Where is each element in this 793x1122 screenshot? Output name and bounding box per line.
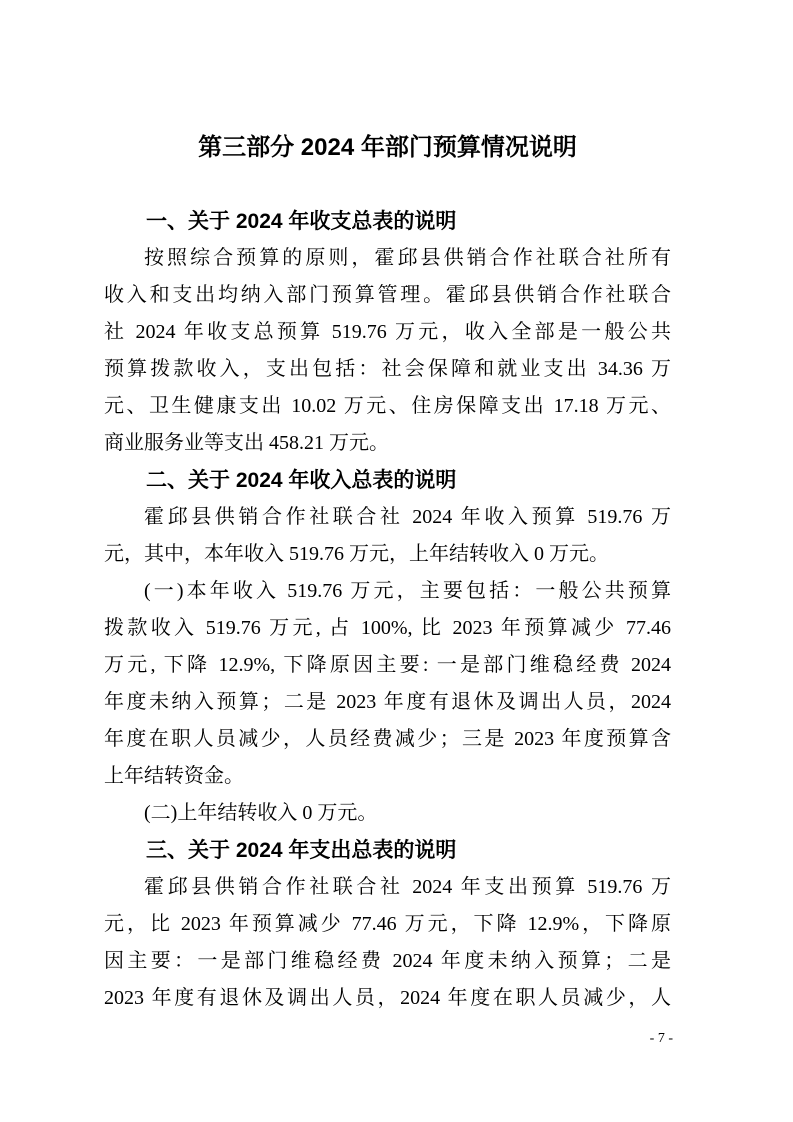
paragraph-line: 元，比 2023 年预算减少 77.46 万元，下降 12.9%，下降原 <box>104 913 671 935</box>
paragraph-line: 拨款收入 519.76 万元, 占 100%, 比 2023 年预算减少 77.46 <box>104 617 671 639</box>
paragraph <box>104 869 671 1017</box>
paragraph <box>104 573 671 795</box>
paragraph-line: 因主要：一是部门维稳经费 2024 年度未纳入预算；二是 <box>104 950 671 972</box>
paragraph-line: 年度未纳入预算；二是 2023 年度有退休及调出人员，2024 <box>104 691 671 713</box>
document-content <box>104 129 671 1017</box>
section-heading: 一、关于 2024 年收支总表的说明 <box>146 210 457 233</box>
paragraph <box>104 240 671 462</box>
paragraph-line: (二)上年结转收入 0 万元。 <box>144 802 378 824</box>
paragraph-line: 上年结转资金。 <box>104 765 244 787</box>
title-spacer <box>104 166 671 203</box>
paragraph-line: 霍邱县供销合作社联合社 2024 年收入预算 519.76 万 <box>144 506 671 528</box>
paragraph-line: 霍邱县供销合作社联合社 2024 年支出预算 519.76 万 <box>144 876 671 898</box>
paragraph-line: 万元, 下降 12.9%, 下降原因主要: 一是部门维稳经费 2024 <box>104 654 671 676</box>
paragraph-line: (一)本年收入 519.76 万元，主要包括：一般公共预算 <box>144 580 671 602</box>
paragraph-line: 社 2024 年收支总预算 519.76 万元，收入全部是一般公共 <box>104 321 671 343</box>
paragraph-line: 元、卫生健康支出 10.02 万元、住房保障支出 17.18 万元、 <box>104 395 671 417</box>
paragraph-line: 收入和支出均纳入部门预算管理。霍邱县供销合作社联合 <box>104 284 671 306</box>
paragraph-line: 按照综合预算的原则，霍邱县供销合作社联合社所有 <box>144 247 671 269</box>
paragraph-line: 2023 年度有退休及调出人员，2024 年度在职人员减少，人 <box>104 987 671 1009</box>
paragraph-line: 元，其中，本年收入 519.76 万元，上年结转收入 0 万元。 <box>104 543 609 565</box>
document-title: 第三部分 2024 年部门预算情况说明 <box>198 134 577 161</box>
paragraph-line: 年度在职人员减少，人员经费减少；三是 2023 年度预算含 <box>104 728 671 750</box>
paragraph-line: 商业服务业等支出 458.21 万元。 <box>104 432 389 454</box>
paragraph-line: 预算拨款收入，支出包括：社会保障和就业支出 34.36 万 <box>104 358 671 380</box>
section-heading: 二、关于 2024 年收入总表的说明 <box>146 469 457 492</box>
section-heading: 三、关于 2024 年支出总表的说明 <box>146 839 457 862</box>
paragraph <box>104 795 671 832</box>
document-body <box>104 203 671 1017</box>
page-number: - 7 - <box>649 1031 673 1046</box>
paragraph <box>104 499 671 573</box>
